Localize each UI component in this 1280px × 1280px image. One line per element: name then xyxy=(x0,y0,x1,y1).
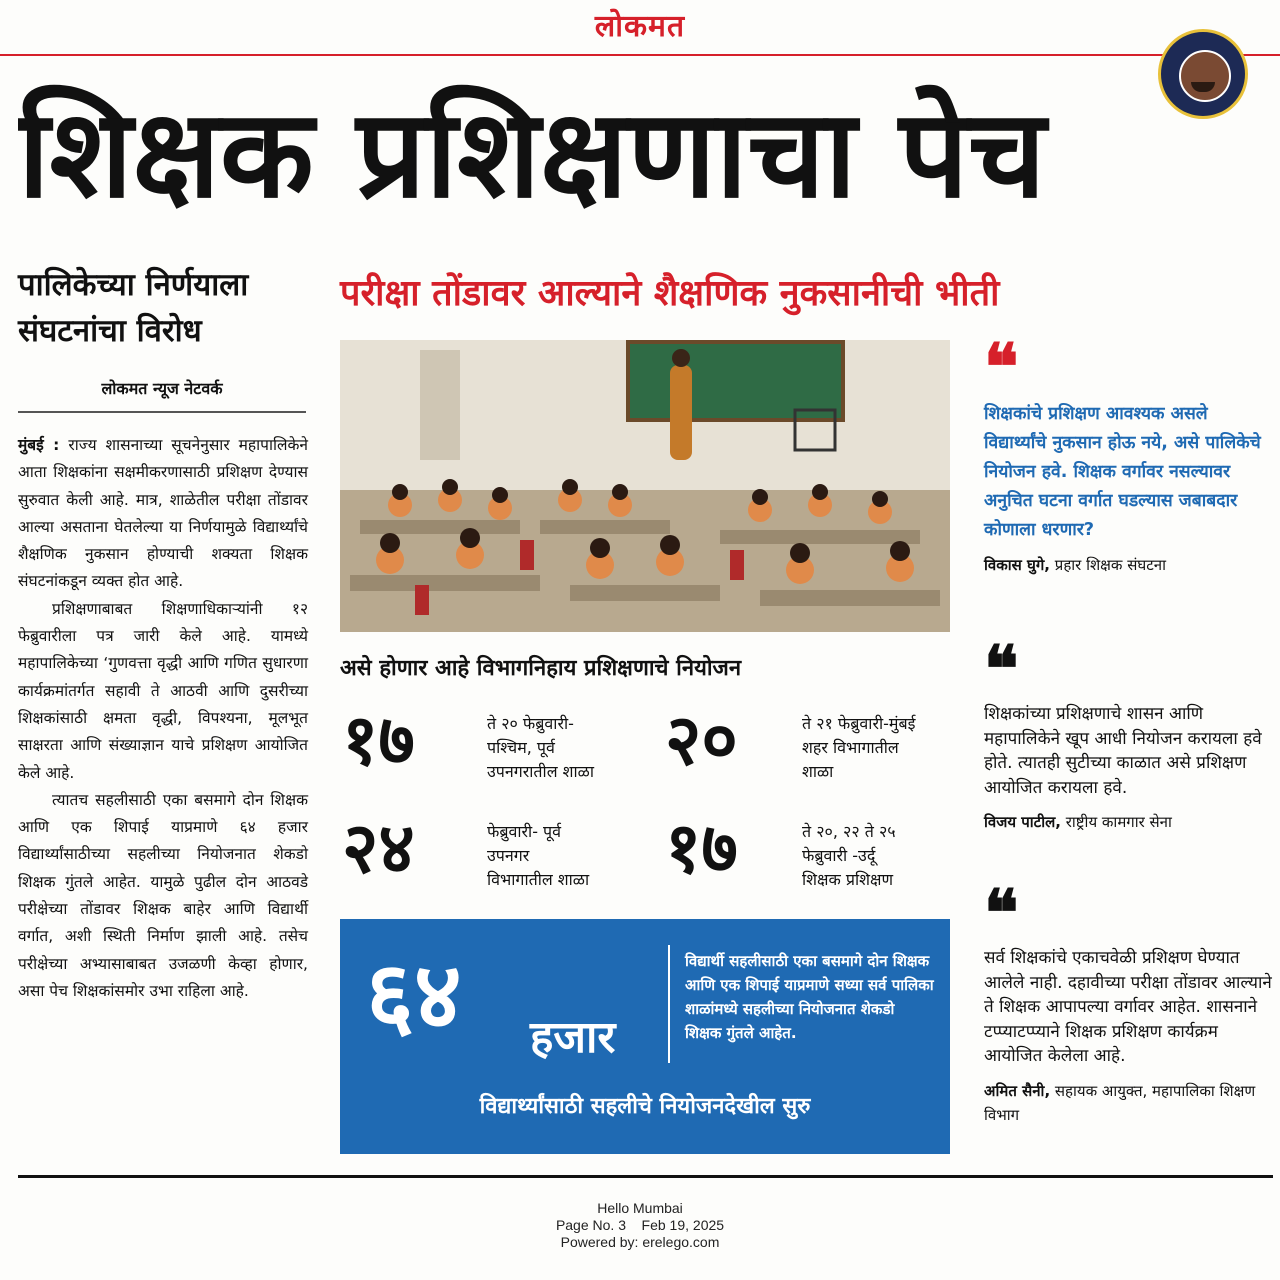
quote-mark-icon: ❝ xyxy=(984,330,1019,405)
schedule-detail: फेब्रुवारी- पूर्व उपनगर विभागातील शाळा xyxy=(487,822,590,889)
quote-block xyxy=(984,632,1274,834)
bottom-rule xyxy=(18,1175,1273,1178)
highlight-note: विद्यार्थी सहलीसाठी एका बसमागे दोन शिक्षक आणि एक शिपाई याप्रमाणे सध्या सर्व पालिका शाळांमध्ये सहलीच्या नियोजनात शेकडो शिक्षक गुंतले आहेत. xyxy=(685,952,934,1042)
quote-block xyxy=(984,330,1274,577)
quote-attribution: विजय पाटील, राष्ट्रीय कामगार सेना xyxy=(984,813,1172,831)
schedule-number: २४ xyxy=(342,807,415,889)
highlight-unit: हजार xyxy=(530,1012,616,1063)
article-paragraph-3: त्यातच सहलीसाठी एका बसमागे दोन शिक्षक आणि एक शिपाई याप्रमाणे ६४ हजार विद्यार्थ्यांसाठीच्या सहलीच्या नियोजनात शेकडो शिक्षक गुंतले आहेत. यामुळे पुढील दोन आठवडे परीक्षेच्या तोंडावर शिक्षक बाहेर आणि विद्यार्थी वर्गात, अशी स्थिती निर्माण झाली आहे. तसेच परीक्षेच्या अभ्यासाबाबत उजळणी केव्हा होणार, असा पेच शिक्षकांसमोर उभा राहिला आहे. xyxy=(18,790,308,1000)
article-paragraph-2: प्रशिक्षणाबाबत शिक्षणाधिकाऱ्यांनी १२ फेब्रुवारीला पत्र जारी केले आहे. यामध्ये महापालिकेच्या ‘गुणवत्ता वृद्धी आणि गणित सुधारणा कार्यक्रमांतर्गत सहावी ते आठवी आणि दुसरीच्या शिक्षकांसाठी क्षमता वृद्धी, विपश्यना, मूलभूत साक्षरता आणि संख्याज्ञान याचे प्रशिक्षण आयोजित केले आहे. xyxy=(18,599,308,782)
dateline: मुंबई : xyxy=(18,436,60,454)
footer-publication: Hello Mumbai xyxy=(597,1200,683,1216)
headline: शिक्षक प्रशिक्षणाचा पेच xyxy=(18,84,1046,224)
left-subheadline: पालिकेच्या निर्णयाला संघटनांचा विरोध xyxy=(18,267,249,349)
highlight-box xyxy=(340,919,950,1154)
quote-text: सर्व शिक्षकांचे एकाचवेळी प्रशिक्षण घेण्यात आलेले नाही. दहावीच्या परीक्षा तोंडावर आल्याने ते शिक्षक आपापल्या वर्गावर आहेत. शासनाने टप्प्याटप्प्याने शिक्षक प्रशिक्षण कार्यक्रम आयोजित केलेला आहे. xyxy=(984,948,1272,1066)
highlight-footer: विद्यार्थ्यांसाठी सहलीचे नियोजनदेखील सुरु xyxy=(479,1094,811,1119)
classroom-illustration xyxy=(340,340,950,632)
quote-text: शिक्षकांच्या प्रशिक्षणाचे शासन आणि महापालिकेने खूप आधी नियोजन करायला हवे होते. त्यातही सुटीच्या काळात असे प्रशिक्षण आयोजित करायला हवे. xyxy=(984,704,1262,798)
schedule-detail: ते २० फेब्रुवारी- पश्चिम, पूर्व उपनगरातील शाळा xyxy=(487,714,594,781)
quote-text: शिक्षकांचे प्रशिक्षण आवश्यक असले विद्यार्थ्यांचे नुकसान होऊ नये, असे पालिकेचे नियोजन हवे. शिक्षक वर्गावर नसल्यावर अनुचित घटना वर्गात घडल्यास जबाबदार कोणाला धरणार? xyxy=(984,404,1261,540)
quote-mark-icon: ❝ xyxy=(984,632,1019,707)
quote-attribution: अमित सैनी, सहायक आयुक्त, महापालिका शिक्षण विभाग xyxy=(984,1081,1256,1124)
newspaper-logo: लोकमत xyxy=(594,9,686,44)
schedule-number: १७ xyxy=(665,807,738,889)
schedule-detail: ते २१ फेब्रुवारी-मुंबई शहर विभागातील शाळा xyxy=(802,714,916,781)
footer-page-date: Page No. 3 Feb 19, 2025 xyxy=(555,1217,725,1233)
quote-block xyxy=(984,876,1274,1127)
quote-attribution: विकास घुगे, प्रहार शिक्षक संघटना xyxy=(984,556,1166,574)
footer-powered-by: Powered by: erelego.com xyxy=(560,1234,720,1250)
schedule-title: असे होणार आहे विभागनिहाय प्रशिक्षणाचे नियोजन xyxy=(340,656,742,681)
page-footer xyxy=(0,1200,1280,1251)
schedule-detail: ते २०, २२ ते २५ फेब्रुवारी -उर्दू शिक्षक प्रशिक्षण xyxy=(802,822,896,889)
article-body xyxy=(18,432,308,1005)
article-paragraph-1: मुंबई : राज्य शासनाच्या सूचनेनुसार महापालिकेने आता शिक्षकांना सक्षमीकरणासाठी प्रशिक्षण देण्यास सुरुवात केली आहे. मात्र, शाळेतील परीक्षा तोंडावर आल्या असताना घेतलेल्या या निर्णयामुळे विद्यार्थ्यांचे शैक्षणिक नुकसान होण्याची शक्यता शिक्षक संघटनांकडून व्यक्त होत आहे. xyxy=(18,436,308,591)
quote-mark-icon: ❝ xyxy=(984,876,1019,951)
masthead-rule xyxy=(0,54,1280,56)
highlight-number: ६४ xyxy=(366,942,462,1049)
divider xyxy=(668,945,670,1063)
classroom-photo xyxy=(340,340,950,632)
red-subheadline: परीक्षा तोंडावर आल्याने शैक्षणिक नुकसानीची भीती xyxy=(340,273,1000,314)
byline: लोकमत न्यूज नेटवर्क xyxy=(18,377,306,413)
masthead xyxy=(0,0,1280,60)
schedule-number: २० xyxy=(665,699,738,781)
schedule-number: १७ xyxy=(342,699,415,781)
